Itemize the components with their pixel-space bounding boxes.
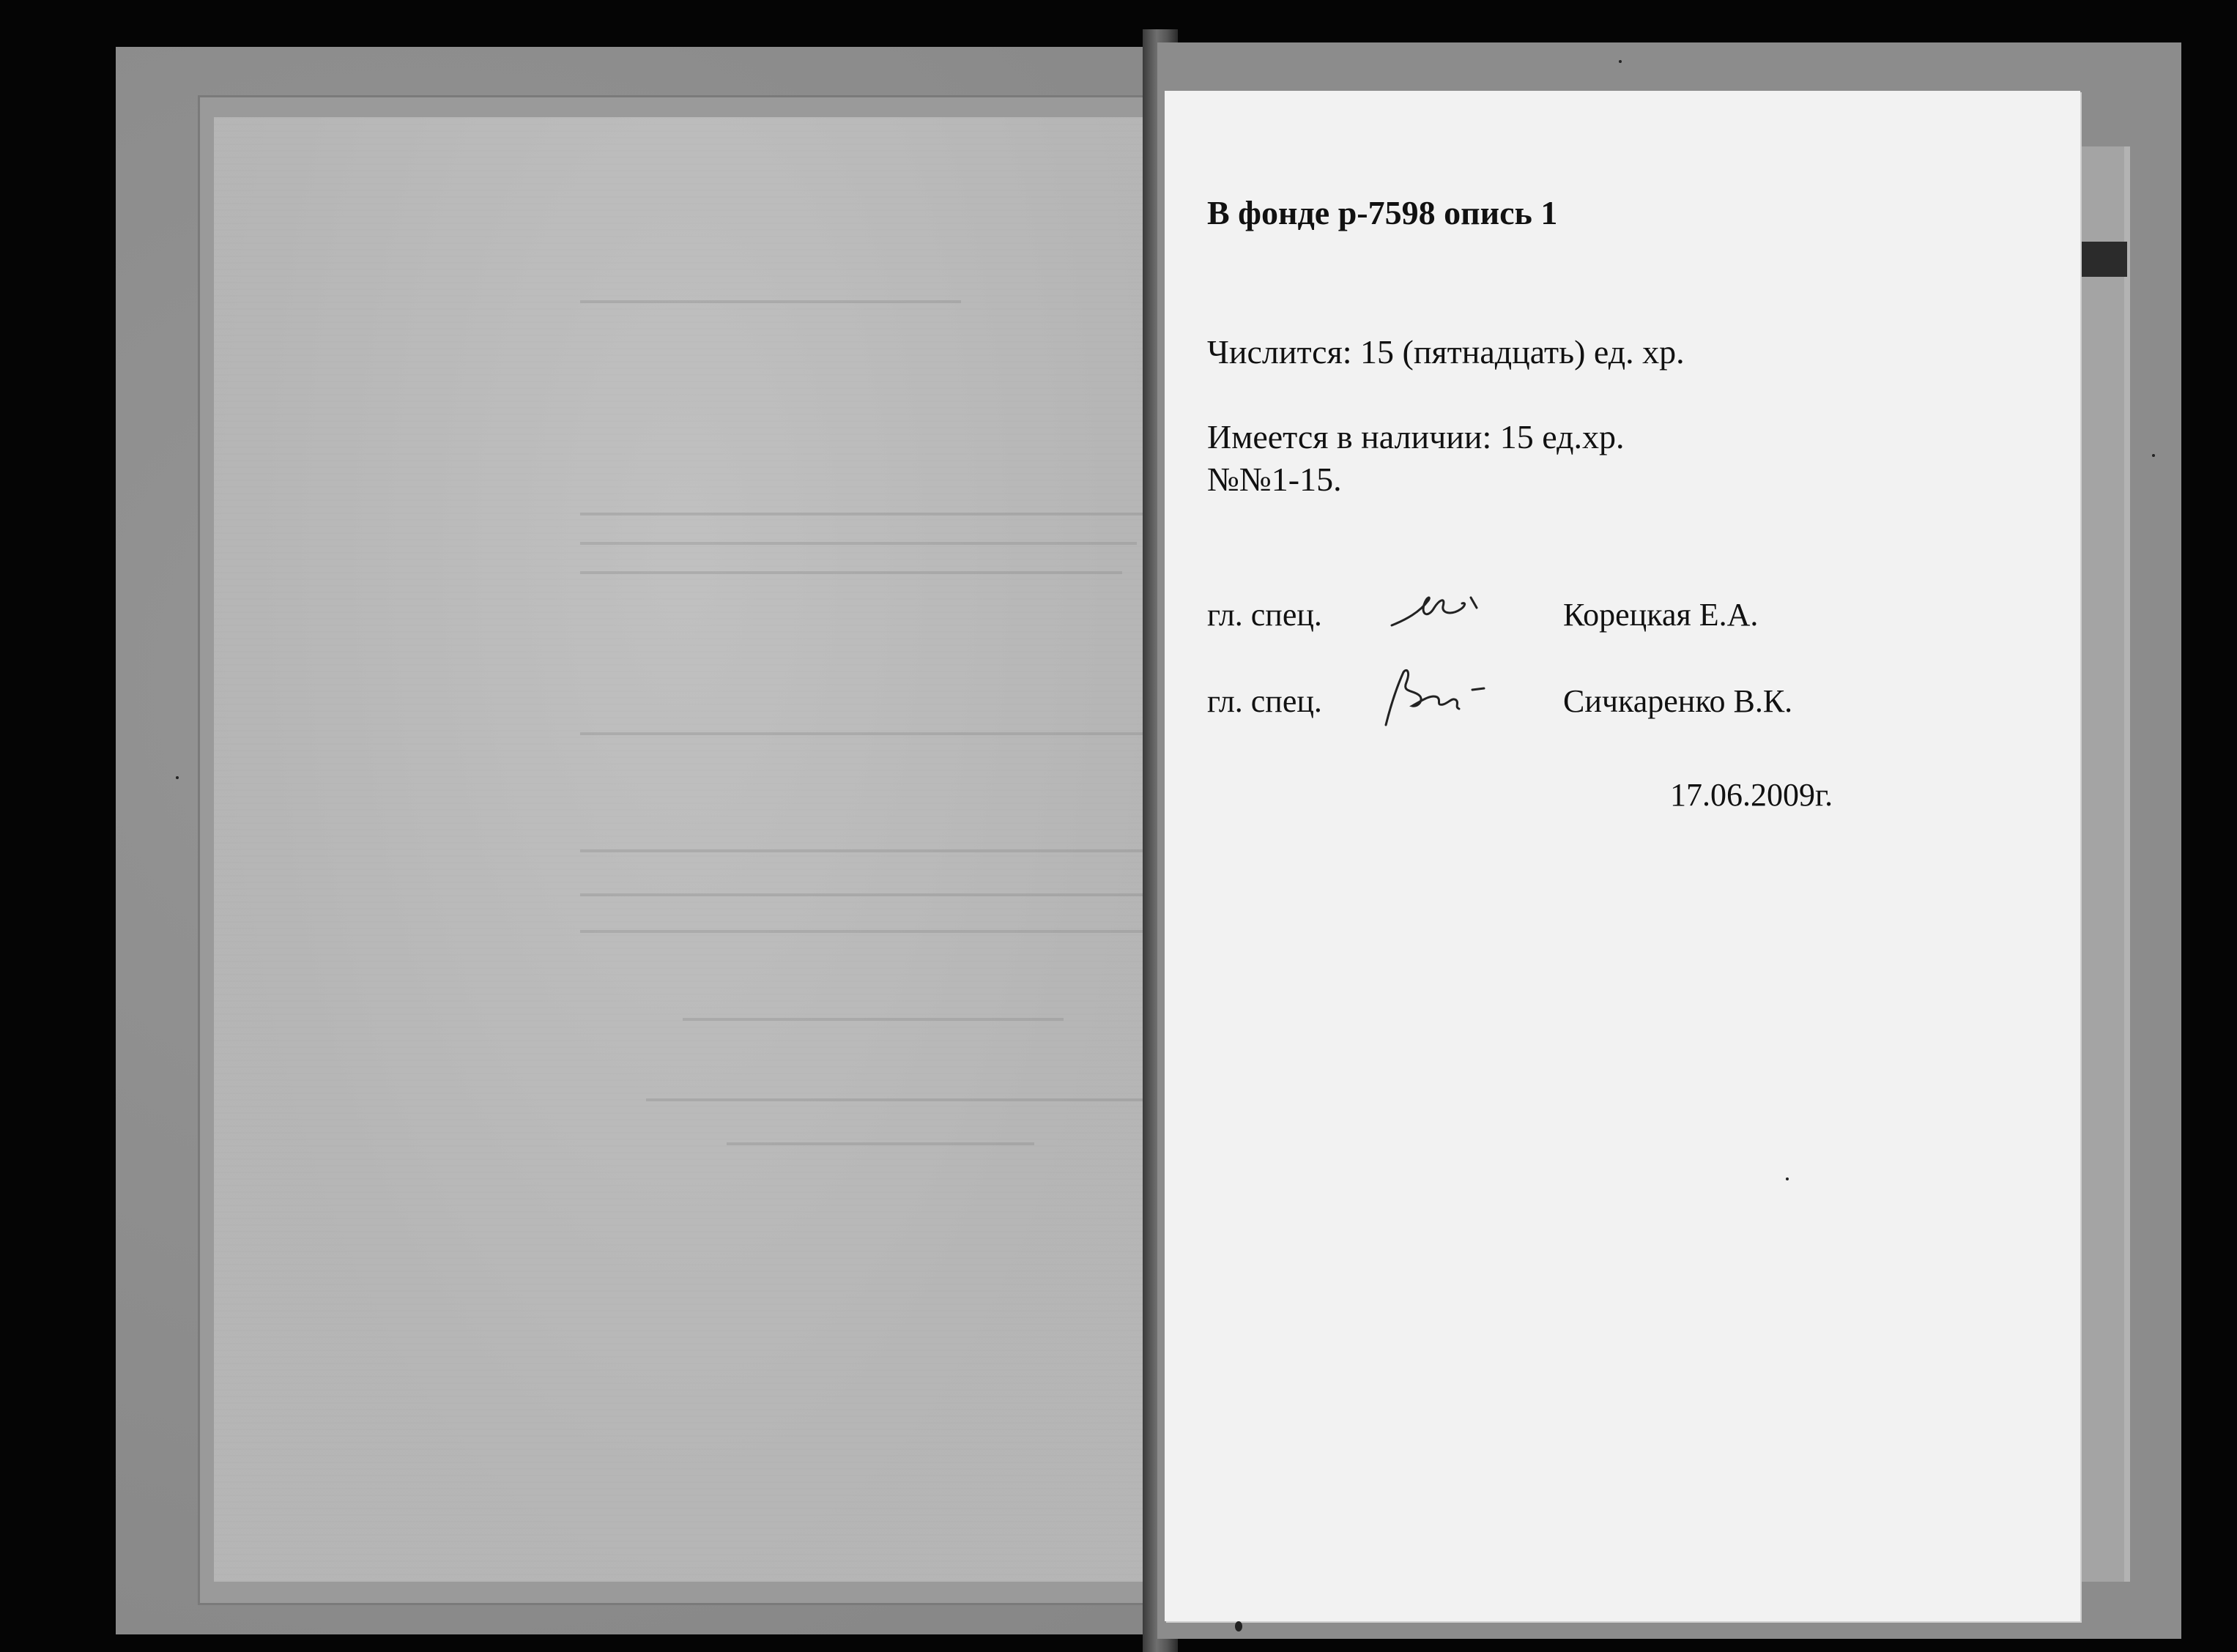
bleed-through-mark [683,1018,1064,1021]
item-numbers: №№1-15. [1207,461,1342,498]
signatory-role: гл. спец. [1207,683,1322,719]
signatory-name: Корецкая Е.А. [1563,597,1759,633]
cover-speck [2152,454,2155,457]
left-blank-page [214,117,1151,1582]
paper-speck [1786,1177,1789,1180]
listed-count: Числится: 15 (пятнадцать) ед. хр. [1207,333,1685,371]
bleed-through-mark [580,849,1225,852]
handwritten-signature-icon [1377,663,1502,729]
certification-sheet [1165,91,2080,1621]
certification-date: 17.06.2009г. [1670,777,1833,813]
bleed-through-mark [580,930,1166,933]
bleed-through-mark [580,513,1151,516]
sheet-edge-label [2080,242,2127,277]
cover-speck [1619,60,1622,63]
certification-text [1165,91,2080,1621]
bleed-through-mark [580,732,1181,735]
signatory-role: гл. спец. [1207,597,1322,633]
bleed-through-mark [580,542,1137,545]
bleed-through-mark [580,571,1122,574]
bleed-through-mark [580,300,961,303]
signatory-name: Сичкаренко В.К. [1563,683,1793,719]
bleed-through-mark [646,1098,1159,1101]
bleed-through-mark [580,893,1239,896]
fond-heading: В фонде р-7598 опись 1 [1207,194,1558,231]
available-count: Имеется в наличии: 15 ед.хр. [1207,418,1625,455]
cover-speck [1235,1621,1242,1631]
handwritten-signature-icon [1384,583,1494,634]
cover-speck [176,776,179,779]
bleed-through-mark [727,1142,1034,1145]
